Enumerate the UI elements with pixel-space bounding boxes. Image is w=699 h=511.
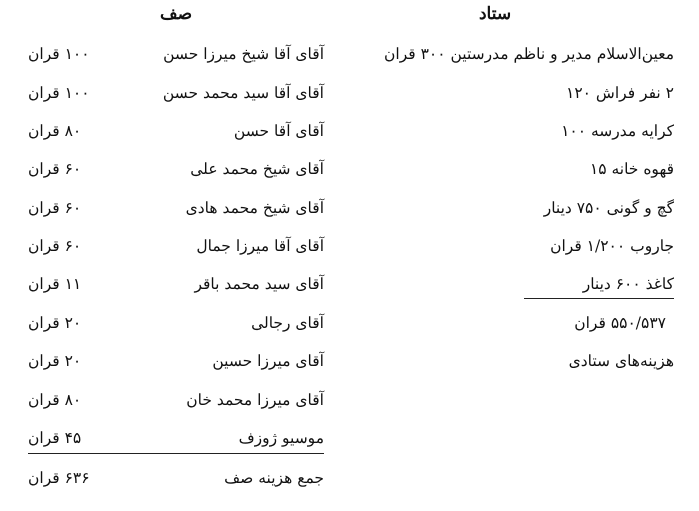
list-item-label: آقای شیخ محمد علی [190,160,324,178]
list-item-label: گچ و گونی ۷۵۰ دینار [543,199,674,217]
right-total-row [360,309,674,337]
list-item [28,232,324,260]
list-item [360,194,674,222]
list-item-amount: ۸۰ قران [28,122,82,140]
list-item-label: آقای میرزا محمد خان [186,391,324,409]
left-total-row [28,464,324,492]
list-item [360,40,674,68]
list-item [28,424,324,452]
list-item-label: آقای آقا حسن [233,122,324,140]
list-item-amount: ۶۰ قران [28,237,82,255]
list-item [28,40,324,68]
list-item [28,79,324,107]
list-item-amount: ۶۰ قران [28,199,82,217]
list-item-label: قهوه خانه ۱۵ [589,160,674,178]
left-total-divider [28,453,324,454]
list-item-amount: ۲۰ قران [28,352,82,370]
list-item-label: آقای آقا میرزا جمال [196,237,324,255]
list-item-amount: ۱۱ قران [28,275,82,293]
list-item-label: آقای آقا سید محمد حسن [162,84,324,102]
left-total-amount: ۶۳۶ قران [28,469,90,487]
list-item-label: آقای رجالی [251,314,324,332]
list-item [360,232,674,260]
list-item [28,386,324,414]
right-total-amount: ۵۵۰/۵۳۷ قران [574,314,666,332]
left-total-label: جمع هزینه صف [224,469,324,487]
list-item [360,155,674,183]
list-item-label: آقای میرزا حسین [212,352,324,370]
right-footer-label: هزینه‌های ستادی [568,352,674,370]
right-column-heading: ستاد [478,4,512,24]
list-item-label: آقای شیخ محمد هادی [185,199,324,217]
right-footer-row [360,347,674,375]
list-item-label: آقای سید محمد باقر [194,275,324,293]
list-item-amount: ۱۰۰ قران [28,45,90,63]
right-total-divider [524,298,674,299]
list-item-label: معین‌الاسلام مدیر و ناظم مدرستین ۳۰۰ قران [384,45,674,63]
list-item [360,117,674,145]
list-item-label: جاروب ۱/۲۰۰ قران [550,237,674,255]
list-item-amount: ۱۰۰ قران [28,84,90,102]
list-item-amount: ۸۰ قران [28,391,82,409]
list-item [28,309,324,337]
left-column-heading: صف [159,4,193,24]
list-item [28,117,324,145]
list-item-label: موسیو ژوزف [238,429,324,447]
list-item-amount: ۲۰ قران [28,314,82,332]
list-item-label: کاغذ ۶۰۰ دینار [582,275,674,293]
list-item [360,79,674,107]
list-item-amount: ۶۰ قران [28,160,82,178]
list-item [28,155,324,183]
list-item [28,270,324,298]
list-item-label: آقای آقا شیخ میرزا حسن [163,45,324,63]
list-item [28,347,324,375]
list-item [28,194,324,222]
list-item-label: کرایه مدرسه ۱۰۰ [561,122,674,140]
list-item [360,270,674,298]
list-item-amount: ۴۵ قران [28,429,82,447]
list-item-label: ۲ نفر فراش ۱۲۰ [566,84,674,102]
